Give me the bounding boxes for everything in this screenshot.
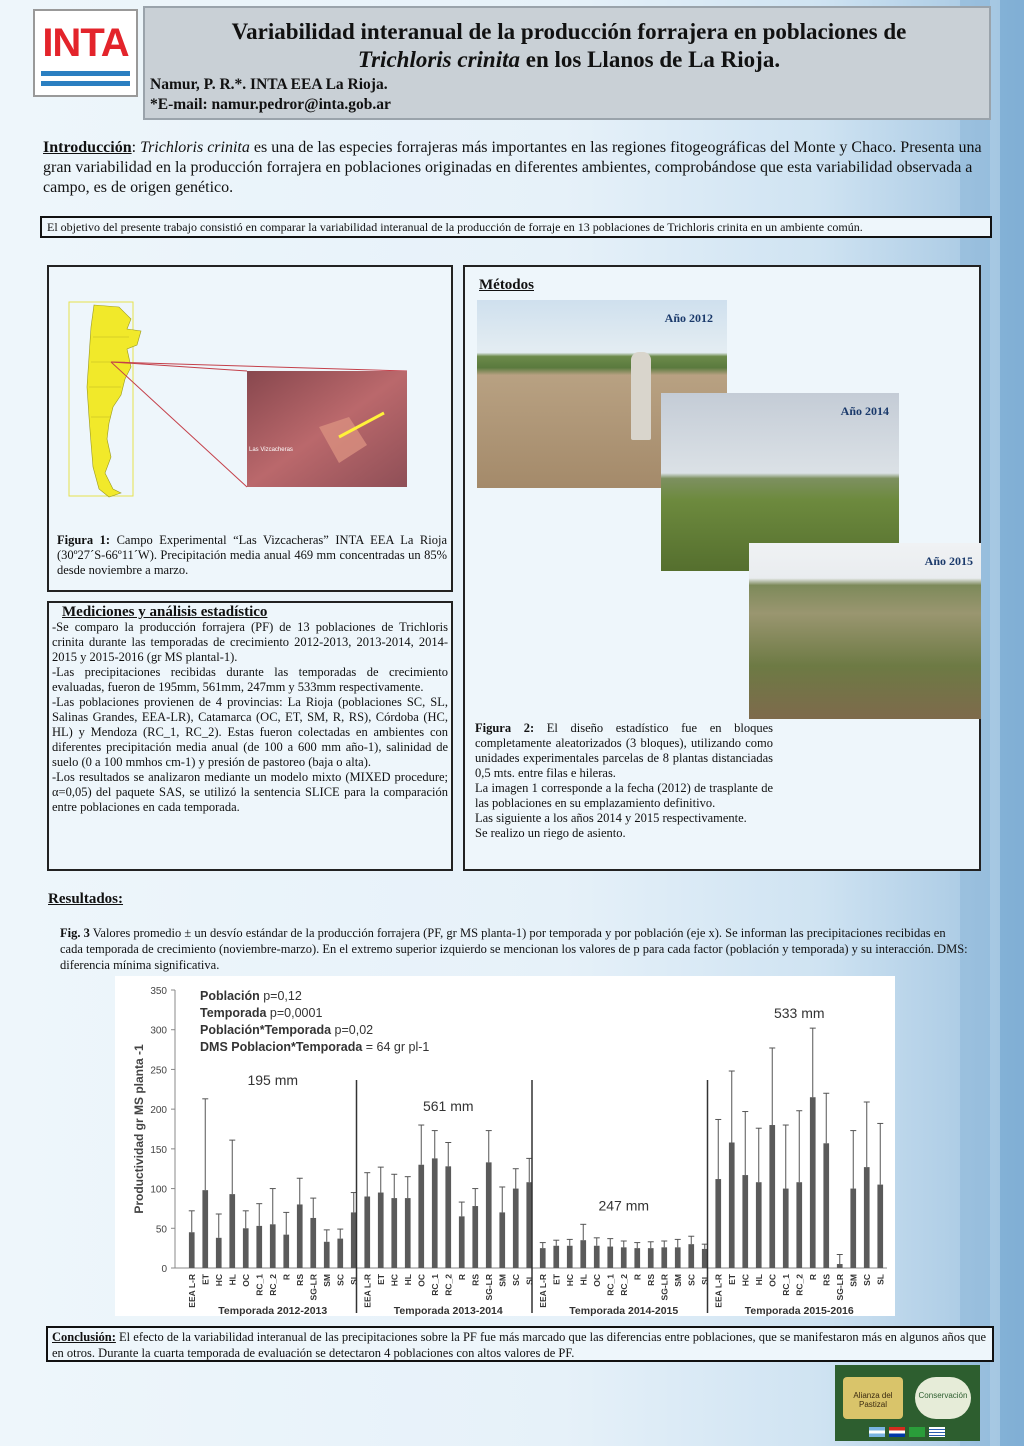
intro-text: es una de las especies forrajeras más importantes en las regiones fitogeográficas del Monte y Chaco. Presenta una gran variabilidad en la producción forrajera en poblaciones originadas en diferentes ambientes, comprobándose que esta variabilidad observada a campo, es de origen genético. [43,139,982,196]
x-tick-label: RC_1 [780,1274,791,1296]
bar [378,1193,384,1268]
bar [202,1190,208,1268]
x-tick-label: OC [591,1274,602,1287]
mediciones-p1: -Se comparo la producción forrajera (PF) de 13 poblaciones de Trichloris crinita durante las temporadas de crecimiento 2012-2013, 2013-2014, 2014-2015 y 2015-2016 (gr MS plantal-1). [52,620,448,664]
x-tick-label: R [807,1274,818,1281]
x-tick-label: RS [294,1274,305,1286]
year-label-2015: Año 2015 [924,554,973,568]
poster-title [145,18,993,74]
stat-line [200,1023,373,1037]
x-tick-label: HC [213,1274,224,1287]
bar-chart [115,976,895,1316]
bar [621,1247,627,1268]
y-tick-label: 250 [150,1065,167,1077]
bar [256,1226,262,1268]
bar [715,1179,721,1268]
flag-argentina [869,1427,885,1437]
bar [486,1162,492,1268]
bar [364,1197,370,1268]
x-tick-label: EEA L-R [537,1274,548,1308]
bar [499,1212,505,1268]
fig3-label: Fig. 3 [60,926,90,940]
x-tick-label: SL [348,1274,359,1285]
season-label: Temporada 2014-2015 [569,1305,679,1316]
x-tick-label: EEA L-R [362,1274,373,1308]
x-tick-label: ET [726,1274,737,1285]
mediciones-p2: -Las precipitaciones recibidas durante las temporadas de crecimiento evaluadas, fueron de 195mm, 561mm, 247mm y 533mm respectivamente. [52,665,448,694]
metodos-heading: Métodos [479,277,534,293]
x-tick-label: R [281,1274,292,1281]
mediciones-heading: Mediciones y análisis estadístico [62,604,268,620]
map-panel [47,265,453,592]
x-tick-label: SG-LR [659,1274,670,1301]
stat-line [200,1040,429,1054]
x-tick-label: RC_2 [443,1274,454,1296]
fig2-p2: La imagen 1 corresponde a la fecha (2012) de trasplante de las poblaciones en su emplazamiento definitivo. [475,781,773,810]
x-tick-label: SM [497,1274,508,1287]
bar [445,1166,451,1268]
bar [297,1204,303,1268]
y-tick-label: 300 [150,1025,167,1037]
bar [823,1143,829,1268]
x-tick-label: ET [375,1274,386,1285]
photo-2015 [749,543,981,719]
x-tick-label: RC_2 [618,1274,629,1296]
stat-value: = 64 gr pl-1 [365,1040,430,1054]
stat-value: p=0,12 [263,989,302,1003]
flag-uruguay [929,1427,945,1437]
mediciones-panel [47,601,453,871]
bar [405,1198,411,1268]
x-tick-label: RS [470,1274,481,1286]
mediciones-p4: -Los resultados se analizaron mediante un modelo mixto (MIXED procedure; α=0,05) del paquete SAS, se utilizó la sentencia SLICE para la comparación entre poblaciones en cada temporada. [52,770,448,814]
title-species: Trichloris crinita [357,47,520,72]
rain-label: 195 mm [247,1071,299,1088]
stat-label: Población [200,989,264,1003]
bar [243,1228,249,1268]
x-tick-label: SM [672,1274,683,1287]
season-label: Temporada 2013-2014 [393,1305,503,1316]
partner-logos [835,1365,980,1441]
stat-label: Temporada [200,1006,270,1020]
x-tick-label: RC_1 [429,1274,440,1296]
stat-line [200,989,302,1003]
title-line-2-rest: en los Llanos de La Rioja. [520,47,781,72]
year-label-2014: Año 2014 [840,404,889,418]
bar [270,1224,276,1268]
bar [310,1218,316,1268]
intro-species: Trichloris crinita [140,139,250,156]
bar [337,1239,343,1268]
person-figure [631,352,651,440]
rain-label: 247 mm [598,1197,650,1214]
bar [540,1248,546,1268]
fig3-text: Valores promedio ± un desvío estándar de la producción forrajera (PF, gr MS planta-1) por temporada y por población (eje x). Se informan las precipitaciones recibidas en cada temporada de crecimiento (noviembre-marzo). En el extremo superior izquierdo se mencionan los valores de p para cada factor (población y temporada) y su interacción. DMS: diferencia mínima significativa. [60,926,968,972]
y-tick-label: 150 [150,1144,167,1156]
bar [742,1175,748,1268]
background-stripe [1000,0,1024,1446]
figure-1-caption [57,533,447,578]
year-label-2012: Año 2012 [664,311,713,325]
bar [391,1198,397,1268]
bar [661,1247,667,1268]
objective-box: El objetivo del presente trabajo consistió en comparar la variabilidad interanual de la producción de forraje en 13 poblaciones de Trichloris crinita en un ambiente común. [40,216,992,238]
x-tick-label: HC [389,1274,400,1287]
bar [648,1248,654,1268]
bar [796,1182,802,1268]
flag-brazil [909,1427,925,1437]
bar [675,1247,681,1268]
x-tick-label: RS [645,1274,656,1286]
x-tick-label: SG-LR [834,1274,845,1301]
bar [216,1238,222,1268]
bar [864,1167,870,1268]
season-label: Temporada 2015-2016 [744,1305,854,1316]
bar [472,1206,478,1268]
x-tick-label: R [456,1274,467,1281]
bar [594,1246,600,1268]
logo-stripe [41,81,130,86]
x-tick-label: RC_1 [254,1274,265,1296]
fig2-text: El diseño estadístico fue en bloques completamente aleatorizados (3 bloques), utilizando como unidades experimentales parcelas de 8 plantas distanciadas 0,5 mts. entre filas e hileras. [475,721,773,780]
bar [553,1246,559,1268]
x-tick-label: SL [875,1274,886,1285]
poster-header [143,6,991,120]
bar [418,1165,424,1268]
conclusion-text: El efecto de la variabilidad interanual de las precipitaciones sobre la PF fue más marcado que las diferencias entre poblaciones, que se manifestaron más en algunos años que en otros. Durante la cuarta temporada de evaluación se detectaron 4 poblaciones con altos valores de PF. [52,1330,987,1360]
metodos-panel [463,265,981,871]
introduction: Introducción: Trichloris crinita es una de las especies forrajeras más importantes en las regiones fitogeográficas del Monte y Chaco. Presenta una gran variabilidad en la producción forrajera en poblaciones originadas en diferentes ambientes, comprobándose que esta variabilidad observada a campo, es de origen genético. [43,139,982,196]
x-tick-label: ET [551,1274,562,1285]
x-tick-label: ET [200,1274,211,1285]
fig2-label: Figura 2: [475,721,535,735]
x-tick-label: SM [321,1274,332,1287]
x-tick-label: R [632,1274,643,1281]
x-tick-label: OC [416,1274,427,1287]
partner-logo-right: Conservación [915,1377,971,1419]
x-tick-label: RC_2 [794,1274,805,1296]
x-tick-label: HC [564,1274,575,1287]
bar [837,1264,843,1268]
stat-label: DMS Poblacion*Temporada [200,1040,366,1054]
conclusion-box [46,1326,994,1362]
bar [877,1185,883,1268]
fig2-p4: Se realizo un riego de asiento. [475,826,626,840]
conclusion-label: Conclusión: [52,1330,116,1344]
x-tick-label: EEA L-R [186,1274,197,1308]
x-tick-label: SL [524,1274,535,1285]
bar [702,1249,708,1268]
x-tick-label: RS [821,1274,832,1286]
x-tick-label: HL [578,1274,589,1286]
x-tick-label: RC_2 [267,1274,278,1296]
x-tick-label: RC_1 [605,1274,616,1296]
x-tick-label: SC [861,1274,872,1286]
bar [229,1194,235,1268]
x-tick-label: SG-LR [483,1274,494,1301]
mediciones-p3: -Las poblaciones provienen de 4 provincias: La Rioja (poblaciones SC, SL, Salinas Grandes, EEA-LR), Catamarca (OC, ET, SM, R, RS), Córdoba (HC, HL) y Mendoza (RC_1, RC_2). Estas fueron colectadas en ambientes con diferentes precipitación media anual (de 100 a 600 mm año-1), salinidad de suelo (0 a 100 mmhos cm-1) y presión de pastoreo (baja o alta). [52,695,448,769]
x-tick-label: HL [227,1274,238,1286]
stat-value: p=0,0001 [269,1006,323,1020]
y-tick-label: 100 [150,1184,167,1196]
logo-stripe [41,71,130,76]
bar [459,1216,465,1268]
x-tick-label: SC [335,1274,346,1286]
map-figure [49,267,451,527]
bar [324,1242,330,1268]
x-tick-label: HL [753,1274,764,1286]
title-line-2 [145,46,993,74]
y-axis-label: Productividad gr MS planta -1 [132,1044,146,1214]
x-tick-label: SM [848,1274,859,1287]
bar [850,1189,856,1268]
bar [283,1235,289,1268]
stat-label: Población*Temporada [200,1023,335,1037]
bar [810,1097,816,1268]
x-tick-label: OC [767,1274,778,1287]
title-line-1: Variabilidad interanual de la producción forrajera en poblaciones de [231,19,907,44]
season-label: Temporada 2012-2013 [218,1305,328,1316]
chart-svg [115,976,895,1316]
fig2-p3: Las siguiente a los años 2014 y 2015 respectivamente. [475,811,747,825]
x-tick-label: HC [740,1274,751,1287]
bar [756,1182,762,1268]
fig2-p1 [475,721,773,781]
y-tick-label: 50 [155,1224,167,1236]
inta-logo [33,9,138,97]
authors: Namur, P. R.*. INTA EEA La Rioja. [150,76,388,93]
bar [526,1182,532,1268]
bar [783,1189,789,1268]
author-email: *E-mail: namur.pedror@inta.gob.ar [150,96,391,113]
fig1-text: Campo Experimental “Las Vizcacheras” INTA EEA La Rioja (30º27´S-66º11´W). Precipitación media anual 469 mm concentradas un 85% desde noviembre a marzo. [57,533,447,577]
bar [432,1158,438,1268]
x-tick-label: OC [240,1274,251,1287]
stat-value: p=0,02 [334,1023,374,1037]
figure-2-caption [475,721,773,841]
inset-label: Las Vizcacheras [249,447,293,453]
bar [567,1246,573,1268]
resultados-heading: Resultados: [48,891,124,907]
figure-3-caption [60,925,970,973]
bar [351,1212,357,1268]
bar [513,1189,519,1268]
x-tick-label: SG-LR [308,1274,319,1301]
x-tick-label: SC [510,1274,521,1286]
bar [729,1143,735,1268]
rain-label: 533 mm [773,1005,825,1021]
bar [580,1240,586,1268]
fig1-label: Figura 1: [57,533,111,547]
y-tick-label: 0 [161,1264,167,1275]
mediciones-content [52,605,448,815]
y-tick-label: 350 [150,986,167,997]
x-tick-label: SL [699,1274,710,1285]
partner-logo-left: Alianza del Pastizal [843,1377,903,1419]
x-tick-label: SC [686,1274,697,1286]
intro-label: Introducción [43,139,132,156]
bar [607,1247,613,1268]
bar [634,1248,640,1268]
bar [189,1232,195,1268]
logo-text: INTA [42,21,129,65]
bar [769,1125,775,1268]
rain-label: 561 mm [422,1098,474,1115]
x-tick-label: EEA L-R [713,1274,724,1308]
stat-line [200,1006,322,1020]
y-tick-label: 200 [150,1105,167,1117]
flag-paraguay [889,1427,905,1437]
bar [688,1244,694,1268]
x-tick-label: HL [402,1274,413,1286]
